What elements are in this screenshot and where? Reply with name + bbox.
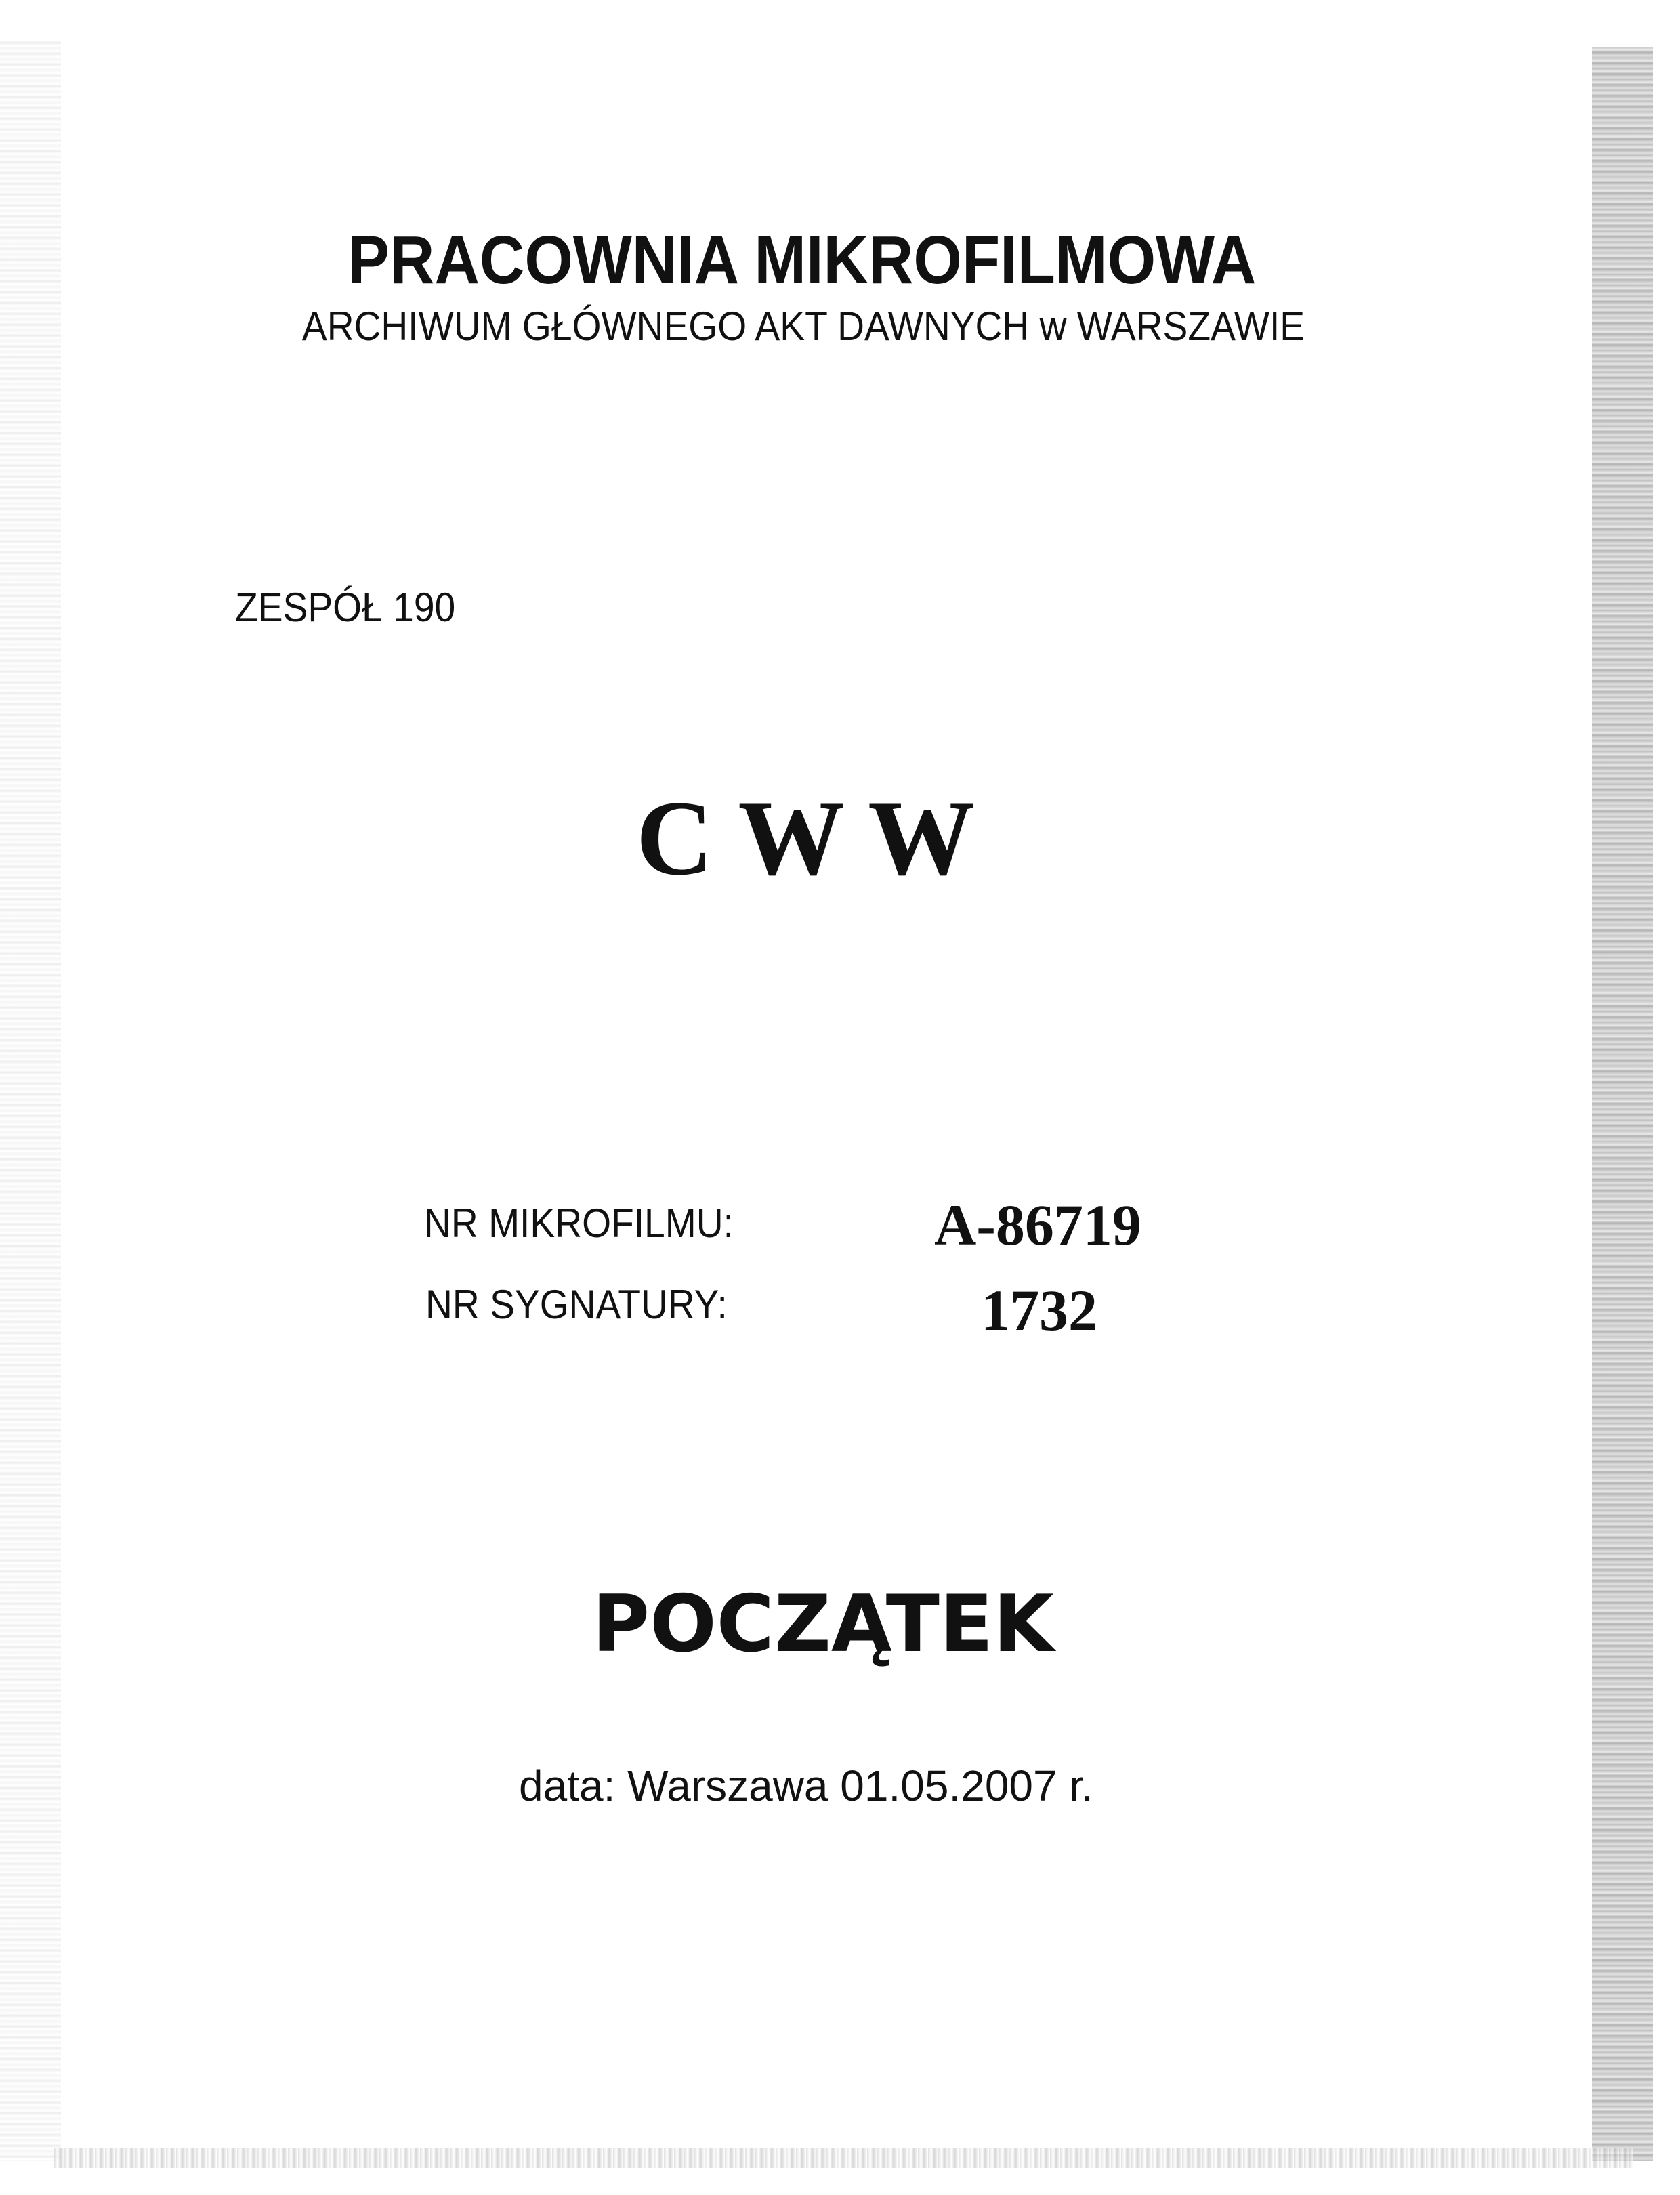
zespol-label: ZESPÓŁ 190 (235, 585, 456, 630)
date-line: data: Warszawa 01.05.2007 r. (519, 1761, 1093, 1810)
signature-number-label: NR SYGNATURY: (425, 1282, 728, 1327)
microfilm-number-value: A-86719 (934, 1192, 1141, 1257)
document-title: PRACOWNIA MIKROFILMOWA (348, 222, 1257, 298)
scan-edge-bottom (54, 2148, 1633, 2168)
collection-code: C W W (635, 779, 975, 898)
status-heading: POCZĄTEK (592, 1579, 1054, 1670)
scan-edge-left (0, 41, 61, 2161)
microfilm-number-label: NR MIKROFILMU: (424, 1200, 734, 1246)
signature-number-value: 1732 (981, 1278, 1097, 1343)
scan-edge-right (1592, 47, 1653, 2161)
document-subtitle: ARCHIWUM GŁÓWNEGO AKT DAWNYCH w WARSZAWIE (301, 304, 1305, 349)
